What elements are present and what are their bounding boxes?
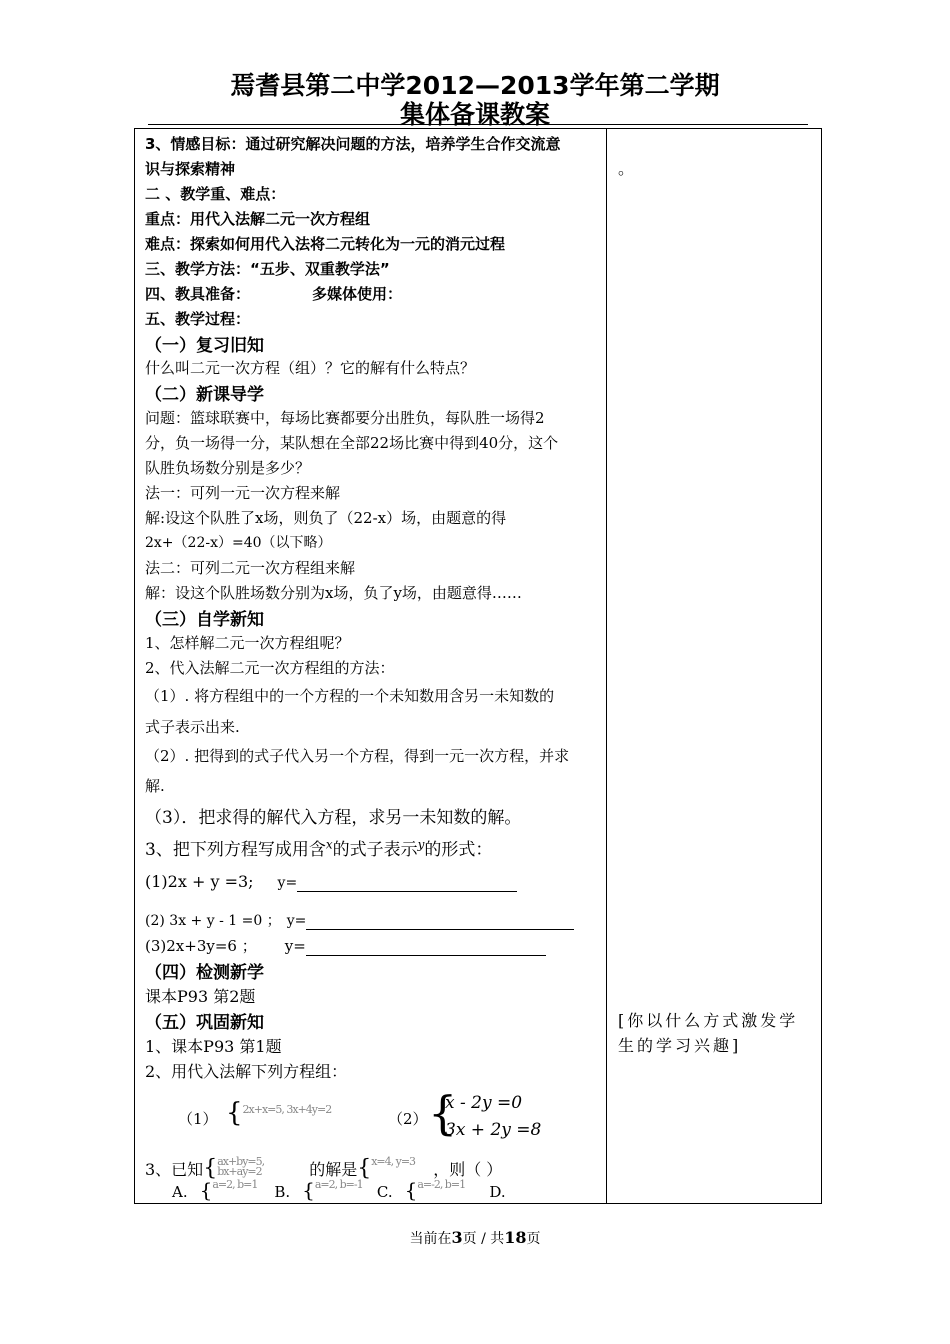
step-1-cont: 式子表示出来. (145, 718, 240, 736)
multimedia-label: 多媒体使用： (312, 285, 403, 303)
teaching-tools-label: 四、教具准备： (145, 285, 251, 303)
key-points-heading: 二 、教学重、难点： (145, 185, 286, 203)
system-2-label: （2） (388, 1110, 428, 1128)
consolidate-2: 2、用代入法解下列方程组： (145, 1062, 348, 1081)
section-new-lesson: （二）新课导学 (145, 385, 264, 405)
problem-line-3: 队胜负场数分别是多少？ (145, 459, 311, 477)
method-one: 法一：可列一元一次方程来解 (145, 484, 341, 502)
key-point: 重点：用代入法解二元一次方程组 (145, 210, 371, 228)
consolidate-1: 1、课本P93 第1题 (145, 1037, 282, 1056)
system-1: {2x+x=5, 3x+4y=2 (226, 1098, 332, 1128)
system-2: { (428, 1086, 458, 1140)
teaching-tools (145, 283, 402, 304)
problem-line-1: 问题：篮球联赛中，每场比赛都要分出胜负，每队胜一场得2 (145, 409, 545, 427)
option-b[interactable]: B. (274, 1183, 291, 1201)
column-divider (606, 128, 607, 1204)
system-2-eq-1: x - 2y =0 (445, 1093, 523, 1113)
document-title: 焉耆县第二中学2012—2013学年第二学期 (230, 71, 720, 100)
teacher-note-2: 生的学习兴趣] (618, 1036, 742, 1055)
answer-options: A. {a=2, b=1 B. {a=2, b=-1 C. {a=-2, b=1 D. (172, 1178, 506, 1202)
goal-line-cont: 识与探索精神 (145, 160, 236, 178)
method-two: 法二：可列二元一次方程组来解 (145, 559, 356, 577)
exercise-3-instruction: 3、把下列方程写成用含$^x$的式子表示$^y$的形式： (145, 837, 493, 860)
teaching-process-heading: 五、教学过程： (145, 310, 251, 328)
page-footer: 当前在3页 / 共18页 (409, 1228, 541, 1247)
step-2: （2）. 把得到的式子代入另一个方程，得到一元一次方程，并求 (145, 747, 570, 765)
step-3: （3）．把求得的解代入方程，求另一未知数的解。 (145, 808, 522, 828)
document-subtitle: 集体备课教案 (399, 100, 550, 129)
problem-line-2: 分，负一场得一分，某队想在全部22场比赛中得到40分，这个 (145, 434, 559, 452)
method-two-solution: 解：设这个队胜场数分别为x场，负了y场，由题意得…… (145, 584, 522, 602)
exercise-eq-1: (1)2x + y =3; y= (145, 872, 517, 892)
option-a[interactable]: A. (172, 1183, 188, 1201)
self-study-q1: 1、怎样解二元一次方程组呢？ (145, 634, 350, 652)
right-column-dot: 。 (618, 159, 638, 178)
self-study-q2: 2、代入法解二元一次方程组的方法： (145, 659, 395, 677)
check-exercise: 课本P93 第2题 (145, 987, 256, 1006)
teaching-method: 三、教学方法：“五步、双重教学法” (145, 260, 390, 278)
section-self-study: （三）自学新知 (145, 610, 264, 630)
difficult-point: 难点：探索如何用代入法将二元转化为一元的消元过程 (145, 235, 506, 253)
method-one-equation: 2x+（22-x）=40（以下略） (145, 535, 332, 551)
goal-line: 3、情感目标：通过研究解决问题的方法，培养学生合作交流意 (145, 135, 561, 153)
exercise-eq-3: (3)2x+3y=6 ； y= (145, 935, 546, 956)
section-consolidate: （五）巩固新知 (145, 1013, 264, 1033)
option-d[interactable]: D. (489, 1183, 506, 1201)
exercise-eq-2: (2) 3x + y - 1 =0 ； y= (145, 910, 574, 930)
method-one-solution: 解:设这个队胜了x场，则负了（22-x）场，由题意的得 (145, 509, 507, 527)
step-2-cont: 解. (145, 777, 165, 795)
section-review: （一）复习旧知 (145, 336, 264, 356)
section-check: （四）检测新学 (145, 963, 264, 983)
step-1: （1）. 将方程组中的一个方程的一个未知数用含另一未知数的 (145, 687, 555, 705)
option-c[interactable]: C. (376, 1183, 393, 1201)
current-page: 3 (451, 1228, 463, 1247)
total-pages: 18 (504, 1228, 527, 1247)
exercise-3: 3、已知{ax+by=5, bx+ay=2 的解是{x=4, y=3 ，则（ ） (145, 1155, 503, 1181)
teacher-note-1: [你以什么方式激发学 (618, 1011, 799, 1030)
answer-blank-1[interactable] (297, 872, 517, 892)
header-rule (148, 124, 808, 125)
answer-blank-3[interactable] (306, 937, 546, 956)
review-question: 什么叫二元一次方程（组）？它的解有什么特点？ (145, 359, 476, 377)
system-1-label: （1） (178, 1110, 218, 1128)
system-2-eq-2: 3x + 2y =8 (445, 1120, 542, 1140)
answer-blank-2[interactable] (306, 913, 574, 930)
